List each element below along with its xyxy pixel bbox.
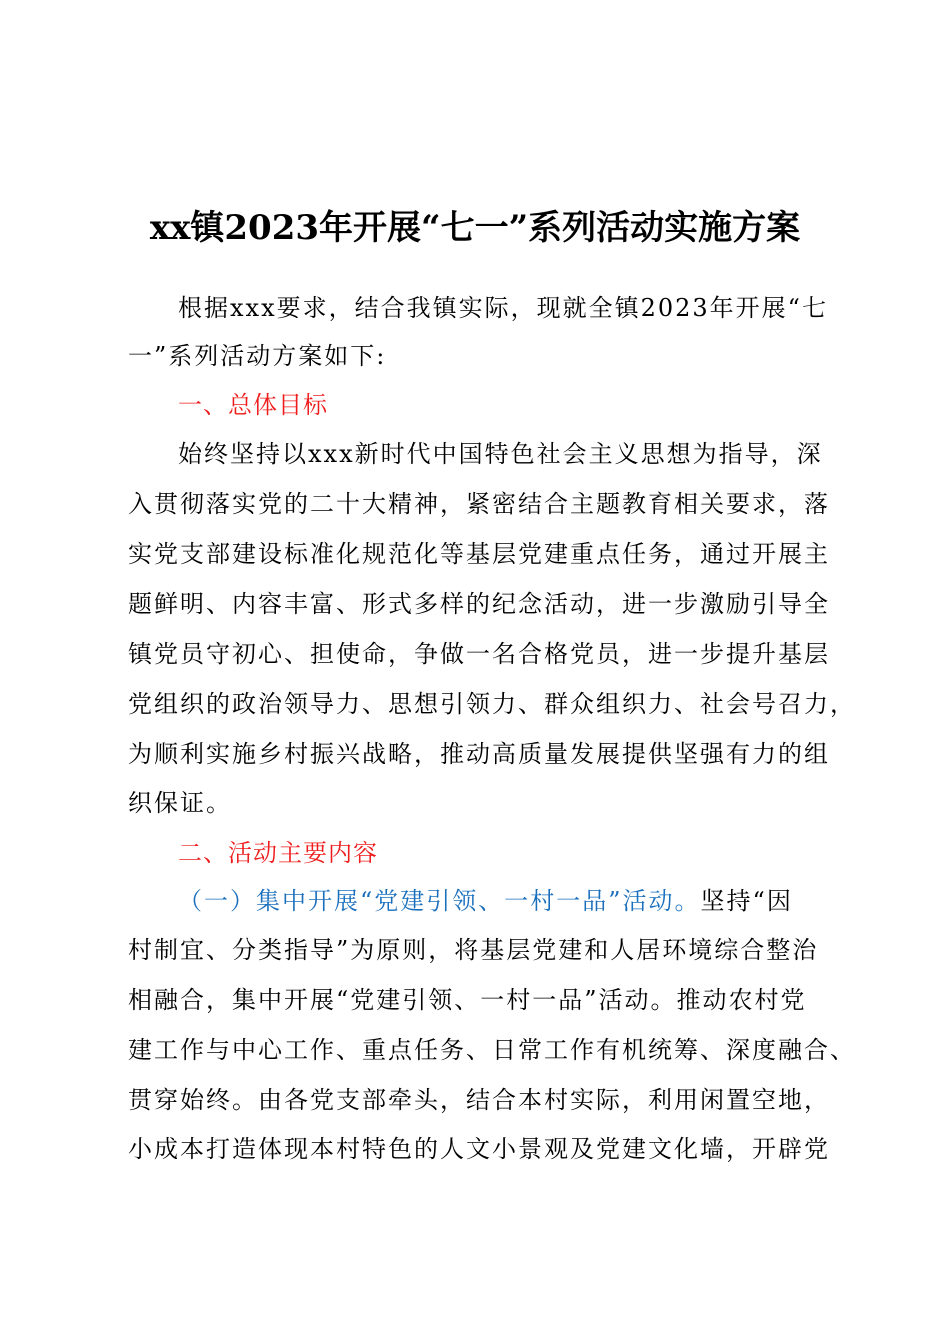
section-2-line-5: 贯穿始终。由各党支部牵头，结合本村实际，利用闲置空地， [128,1086,830,1114]
section-1-line-4: 题鲜明、内容丰富、形式多样的纪念活动，进一步激励引导全 [128,590,830,618]
section-2-line-3: 相融合，集中开展“党建引领、一村一品”活动。推动农村党 [128,986,807,1014]
section-2-line-2: 村制宜、分类指导”为原则，将基层党建和人居环境综合整治 [128,936,819,964]
section-1-line-8: 织保证。 [128,789,232,817]
section-2-sub-1-rest: 坚持“因 [700,887,793,915]
intro-line-2: 一”系列活动方案如下: [128,342,387,370]
section-2-line-6: 小成本打造体现本村特色的人文小景观及党建文化墙，开辟党 [128,1135,830,1163]
section-2-line-4: 建工作与中心工作、重点任务、日常工作有机统筹、深度融合、 [128,1036,856,1064]
section-2-heading: 二、活动主要内容 [178,839,378,867]
section-1-line-2: 入贯彻落实党的二十大精神，紧密结合主题教育相关要求，落 [128,490,830,518]
document-title: xx镇2023年开展“七一”系列活动实施方案 [149,208,801,248]
section-2-sub-1-title: （一）集中开展“党建引领、一村一品”活动。 [178,887,701,915]
section-1-line-5: 镇党员守初心、担使命，争做一名合格党员，进一步提升基层 [128,640,830,668]
section-1-line-1: 始终坚持以xxx新时代中国特色社会主义思想为指导，深 [178,440,823,468]
section-1-line-7: 为顺利实施乡村振兴战略，推动高质量发展提供坚强有力的组 [128,740,830,768]
section-1-line-3: 实党支部建设标准化规范化等基层党建重点任务，通过开展主 [128,540,830,568]
section-1-line-6: 党组织的政治领导力、思想引领力、群众组织力、社会号召力， [128,690,856,718]
section-2-sub-1-line-1 [178,881,838,921]
intro-line-1: 根据xxx要求，结合我镇实际，现就全镇2023年开展“七 [178,294,828,322]
section-1-heading: 一、总体目标 [178,391,328,419]
